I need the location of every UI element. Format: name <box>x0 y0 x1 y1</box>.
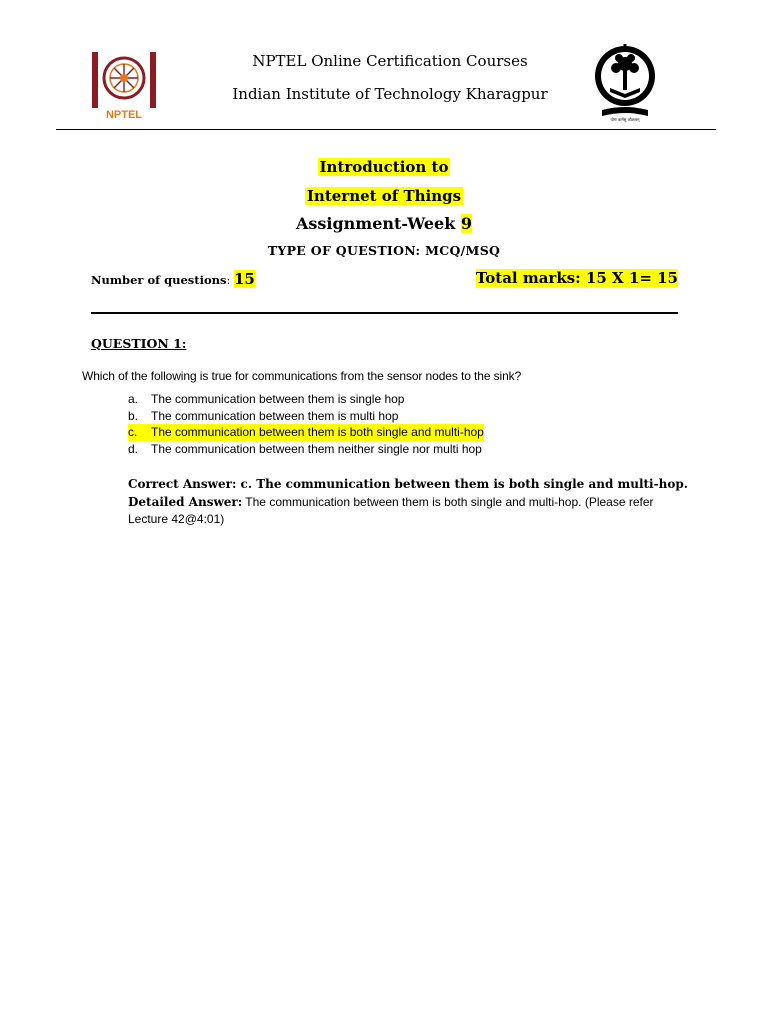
option-b <box>128 408 484 425</box>
option-letter: c. <box>128 425 138 439</box>
question-text: Which of the following is true for communications from the sensor nodes to the sink? <box>82 369 522 383</box>
option-c-correct <box>128 424 484 441</box>
number-of-questions-value: 15 <box>234 270 255 288</box>
nptel-logo-text: NPTEL <box>105 109 143 121</box>
title-line-1 <box>0 158 768 176</box>
option-text: The communication between them is both single and multi-hop <box>151 425 484 439</box>
title-line-2 <box>0 187 768 205</box>
options-list <box>128 391 484 457</box>
option-letter: a. <box>128 392 139 406</box>
detailed-answer-text: The communication between them is both single and multi-hop. (Please refer Lecture 42@4:01) <box>128 495 654 526</box>
total-marks: Total marks: 15 X 1= 15 <box>475 269 678 287</box>
correct-answer: Correct Answer: c. The communication between them is both single and multi-hop. <box>128 477 688 491</box>
option-letter: b. <box>128 408 139 423</box>
detailed-answer-label: Detailed Answer: <box>128 495 243 509</box>
detailed-answer <box>128 494 688 528</box>
iit-kgp-logo <box>592 44 658 122</box>
option-d <box>128 441 484 458</box>
question-type: TYPE OF QUESTION: MCQ/MSQ <box>267 243 501 258</box>
number-of-questions <box>91 270 255 288</box>
option-text: The communication between them neither single nor multi hop <box>151 441 482 456</box>
option-letter: d. <box>128 441 139 456</box>
header-course-line: NPTEL Online Certification Courses <box>252 52 528 70</box>
body-divider <box>91 312 678 314</box>
number-of-questions-label: Number of questions <box>91 273 227 287</box>
header-divider <box>56 129 716 130</box>
assignment-week-prefix: Assignment-Week <box>295 214 461 233</box>
header-institute-line: Indian Institute of Technology Kharagpur <box>232 85 548 103</box>
nptel-logo <box>90 50 158 122</box>
option-text: The communication between them is multi hop <box>151 408 399 423</box>
title-line-2-text: Internet of Things <box>306 187 462 205</box>
number-of-questions-sep: : <box>226 273 234 287</box>
iit-logo-motto: योगः कर्मसु कौशलम् <box>610 117 640 122</box>
title-line-1-text: Introduction to <box>319 158 449 176</box>
option-text: The communication between them is single hop <box>151 392 405 406</box>
option-a <box>128 391 484 408</box>
question-heading: QUESTION 1: <box>91 336 187 351</box>
assignment-week-number: 9 <box>460 214 473 233</box>
assignment-week-title <box>0 214 768 233</box>
